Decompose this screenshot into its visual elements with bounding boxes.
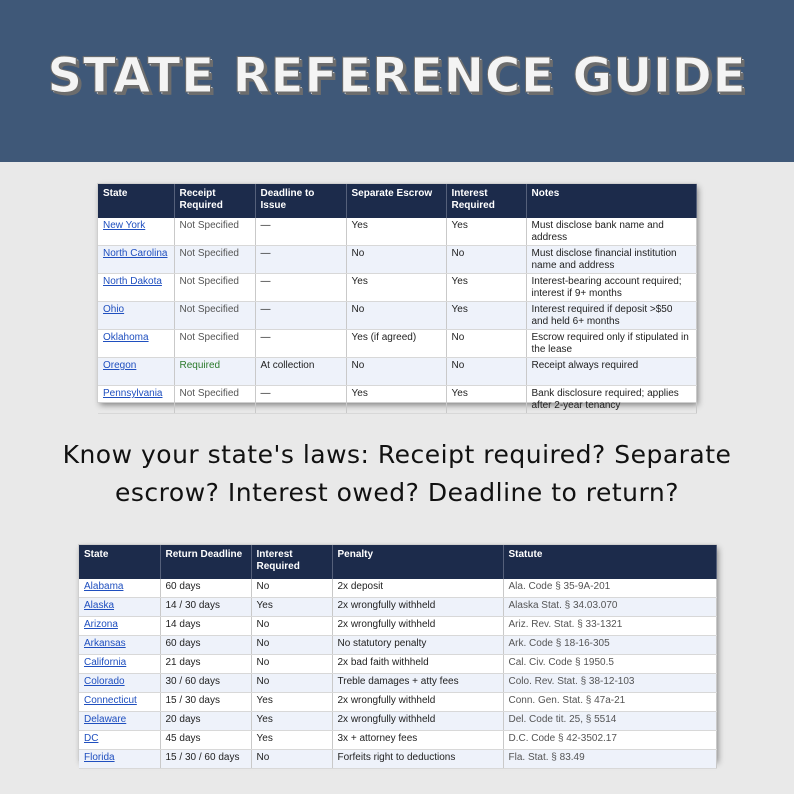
table-cell: No statutory penalty [332, 636, 503, 655]
tagline-line-2: escrow? Interest owed? Deadline to return? [115, 478, 679, 507]
table-row [98, 358, 696, 386]
tagline-line-1: Know your state's laws: Receipt required? Separate [62, 440, 732, 469]
state-link[interactable]: Florida [84, 752, 115, 763]
table-cell: 60 days [160, 636, 251, 655]
table-cell: Not Specified [174, 330, 255, 358]
column-header-deadline-to-issue: Deadline to Issue [255, 184, 346, 218]
table-cell: — [255, 330, 346, 358]
table-cell: Yes [446, 302, 526, 330]
table-cell: No [251, 750, 332, 769]
table-cell: Yes [346, 386, 446, 414]
table-cell: No [446, 330, 526, 358]
table-cell: 15 / 30 / 60 days [160, 750, 251, 769]
table-cell: Interest-bearing account required; interest if 9+ months [526, 274, 696, 302]
table-cell: No [446, 246, 526, 274]
state-link[interactable]: Colorado [84, 676, 125, 687]
state-link[interactable]: Pennsylvania [103, 388, 163, 399]
table-cell: 2x wrongfully withheld [332, 617, 503, 636]
table-cell: — [255, 246, 346, 274]
table-cell: Escrow required only if stipulated in the lease [526, 330, 696, 358]
column-header-notes: Notes [526, 184, 696, 218]
table-cell: Yes (if agreed) [346, 330, 446, 358]
table-cell: No [251, 636, 332, 655]
table-cell: No [346, 246, 446, 274]
table-cell: — [255, 386, 346, 414]
table-cell: Yes [446, 218, 526, 246]
table-cell: 14 / 30 days [160, 598, 251, 617]
table-cell: Ariz. Rev. Stat. § 33-1321 [503, 617, 716, 636]
table-row [79, 636, 716, 655]
table-cell: 14 days [160, 617, 251, 636]
table-cell: D.C. Code § 42-3502.17 [503, 731, 716, 750]
state-link[interactable]: Arkansas [84, 638, 126, 649]
table-cell: No [346, 358, 446, 386]
table-row [98, 246, 696, 274]
column-header-state: State [79, 545, 160, 579]
state-link[interactable]: New York [103, 220, 146, 231]
table-header-row [98, 184, 696, 218]
table-cell: Must disclose financial institution name and address [526, 246, 696, 274]
table-row [79, 731, 716, 750]
table-cell: Ala. Code § 35-9A-201 [503, 579, 716, 598]
table-cell: 2x wrongfully withheld [332, 693, 503, 712]
table-cell: Yes [346, 218, 446, 246]
table-cell: Yes [251, 693, 332, 712]
table-cell: At collection [255, 358, 346, 386]
deposit-return-table [79, 545, 717, 769]
table-cell: Treble damages + atty fees [332, 674, 503, 693]
table-cell: 30 / 60 days [160, 674, 251, 693]
table-cell: — [255, 218, 346, 246]
table-cell: — [255, 302, 346, 330]
table-cell: Yes [251, 712, 332, 731]
table-cell: Cal. Civ. Code § 1950.5 [503, 655, 716, 674]
table-cell: 21 days [160, 655, 251, 674]
table-cell: Colo. Rev. Stat. § 38-12-103 [503, 674, 716, 693]
table-cell: Receipt always required [526, 358, 696, 386]
table-cell: Interest required if deposit >$50 and held 6+ months [526, 302, 696, 330]
table-cell: 3x + attorney fees [332, 731, 503, 750]
table-cell: No [251, 655, 332, 674]
table-cell: Yes [251, 598, 332, 617]
table-row [79, 598, 716, 617]
page-title: STATE REFERENCE GUIDE [47, 48, 747, 104]
column-header-separate-escrow: Separate Escrow [346, 184, 446, 218]
table-row [98, 274, 696, 302]
bottom-table-screenshot [79, 545, 716, 763]
state-link[interactable]: Oklahoma [103, 332, 149, 343]
table-cell: Yes [446, 274, 526, 302]
state-requirements-table [98, 184, 697, 414]
state-link[interactable]: North Carolina [103, 248, 168, 259]
table-cell: 20 days [160, 712, 251, 731]
state-link[interactable]: Alaska [84, 600, 115, 611]
state-link[interactable]: California [84, 657, 127, 668]
column-header-interest-required: Interest Required [251, 545, 332, 579]
table-row [98, 330, 696, 358]
table-cell: No [446, 358, 526, 386]
table-row [79, 674, 716, 693]
column-header-statute: Statute [503, 545, 716, 579]
table-cell: 2x bad faith withheld [332, 655, 503, 674]
table-row [79, 617, 716, 636]
table-cell: 15 / 30 days [160, 693, 251, 712]
table-cell: Del. Code tit. 25, § 5514 [503, 712, 716, 731]
table-cell: Fla. Stat. § 83.49 [503, 750, 716, 769]
table-cell: No [251, 579, 332, 598]
column-header-receipt-required: Receipt Required [174, 184, 255, 218]
top-table-screenshot [98, 184, 696, 411]
table-cell: 2x deposit [332, 579, 503, 598]
table-row [98, 302, 696, 330]
table-cell: Yes [251, 731, 332, 750]
table-cell: Yes [446, 386, 526, 414]
state-link[interactable]: Delaware [84, 714, 127, 725]
table-cell: No [251, 617, 332, 636]
table-cell: Yes [346, 274, 446, 302]
table-cell: Conn. Gen. Stat. § 47a-21 [503, 693, 716, 712]
table-cell: Not Specified [174, 274, 255, 302]
table-cell: Not Specified [174, 386, 255, 414]
table-cell: Alaska Stat. § 34.03.070 [503, 598, 716, 617]
table-row [98, 218, 696, 246]
table-cell: Bank disclosure required; applies after 2-year tenancy [526, 386, 696, 414]
state-link[interactable]: Connecticut [84, 695, 137, 706]
table-cell: Not Specified [174, 218, 255, 246]
table-row [79, 579, 716, 598]
header-banner [0, 0, 794, 162]
table-cell: Must disclose bank name and address [526, 218, 696, 246]
table-row [98, 386, 696, 414]
column-header-interest-required: Interest Required [446, 184, 526, 218]
table-header-row [79, 545, 716, 579]
table-cell: Ark. Code § 18-16-305 [503, 636, 716, 655]
table-cell: Required [174, 358, 255, 386]
table-cell: — [255, 274, 346, 302]
table-row [79, 655, 716, 674]
table-row [79, 693, 716, 712]
table-row [79, 712, 716, 731]
column-header-penalty: Penalty [332, 545, 503, 579]
table-cell: 2x wrongfully withheld [332, 712, 503, 731]
state-link[interactable]: Alabama [84, 581, 124, 592]
column-header-return-deadline: Return Deadline [160, 545, 251, 579]
table-cell: No [251, 674, 332, 693]
table-row [79, 750, 716, 769]
state-link[interactable]: Oregon [103, 360, 137, 371]
table-cell: 2x wrongfully withheld [332, 598, 503, 617]
table-cell: Forfeits right to deductions [332, 750, 503, 769]
state-link[interactable]: North Dakota [103, 276, 162, 287]
state-link[interactable]: DC [84, 733, 99, 744]
table-cell: Not Specified [174, 246, 255, 274]
table-cell: 45 days [160, 731, 251, 750]
table-cell: No [346, 302, 446, 330]
table-cell: Not Specified [174, 302, 255, 330]
state-link[interactable]: Arizona [84, 619, 118, 630]
state-link[interactable]: Ohio [103, 304, 125, 315]
table-cell: 60 days [160, 579, 251, 598]
column-header-state: State [98, 184, 174, 218]
